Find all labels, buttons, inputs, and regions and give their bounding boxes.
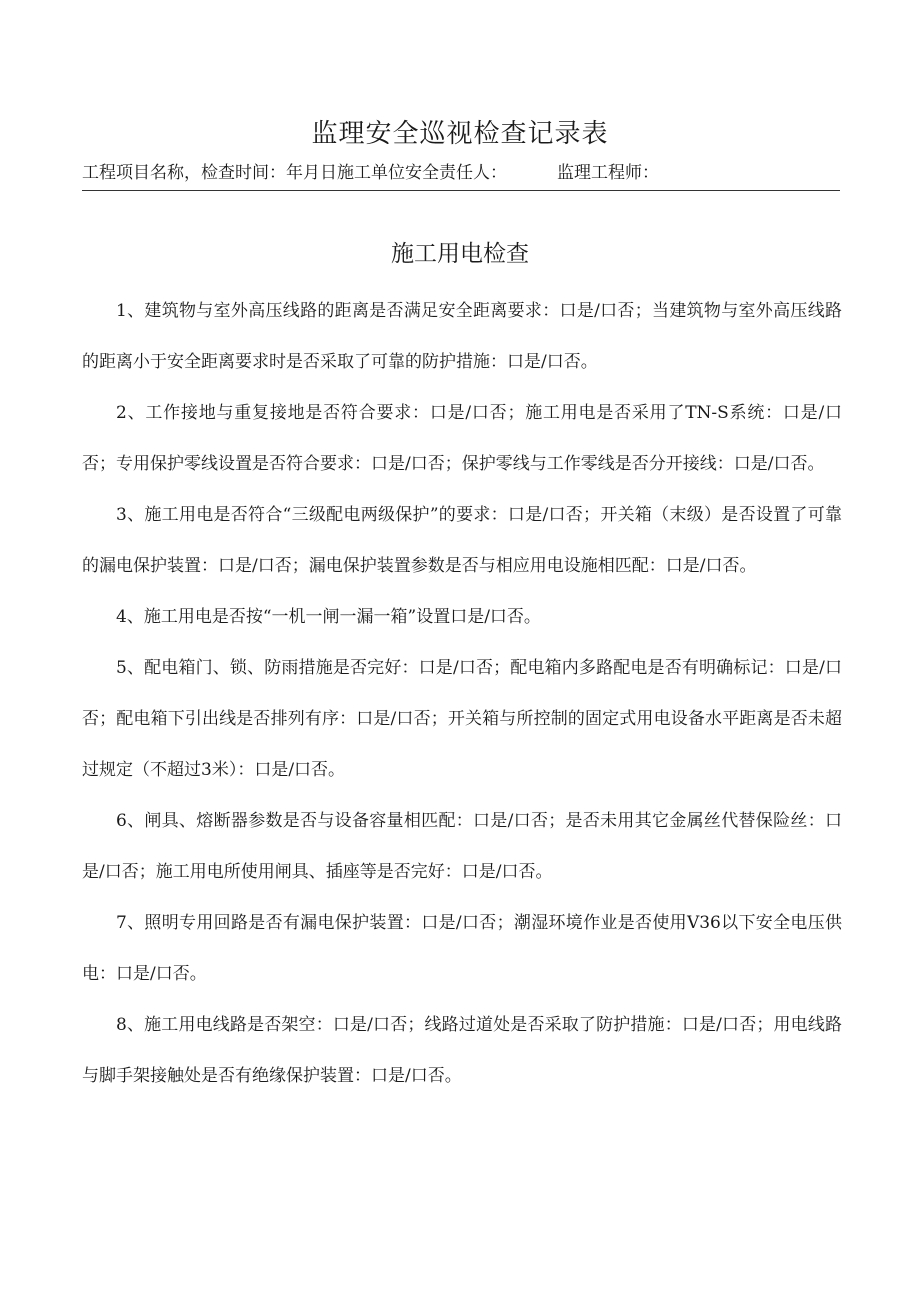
checklist-item-4: 4、施工用电是否按“一机一闸一漏一箱”设置口是/口否。: [116, 607, 541, 627]
checklist: [82, 286, 842, 1102]
checklist-item-1: 1、建筑物与室外高压线路的距离是否满足安全距离要求：口是/口否；当建筑物与室外高压线路的距离小于安全距离要求时是否采取了可靠的防护措施：口是/口否。: [82, 301, 842, 372]
checklist-item-7: 7、照明专用回路是否有漏电保护装置：口是/口否；潮湿环境作业是否使用V36以下安全电压供电：口是/口否。: [82, 913, 842, 984]
document-title: 监理安全巡视检查记录表: [311, 119, 609, 149]
checklist-item-8: 8、施工用电线路是否架空：口是/口否；线路过道处是否采取了防护措施：口是/口否；用电线路与脚手架接触处是否有绝缘保护装置：口是/口否。: [82, 1015, 842, 1086]
checklist-item-6: 6、闸具、熔断器参数是否与设备容量相匹配：口是/口否；是否未用其它金属丝代替保险丝：口是/口否；施工用电所使用闸具、插座等是否完好：口是/口否。: [82, 811, 842, 882]
checklist-item-5: 5、配电箱门、锁、防雨措施是否完好：口是/口否；配电箱内多路配电是否有明确标记：口是/口否；配电箱下引出线是否排列有序：口是/口否；开关箱与所控制的固定式用电设备水平距离是否未超过规定（不超过3米）：口是/口否。: [82, 658, 842, 780]
header-info-line: [82, 158, 840, 191]
header-supervisor-label: 监理工程师：: [557, 163, 659, 183]
checklist-item-3: 3、施工用电是否符合“三级配电两级保护”的要求：口是/口否；开关箱（末级）是否设置了可靠的漏电保护装置：口是/口否；漏电保护装置参数是否与相应用电设施相匹配：口是/口否。: [82, 505, 842, 576]
header-project-info: 工程项目名称，检查时间：年月日施工单位安全责任人：: [82, 163, 507, 183]
checklist-item-2: 2、工作接地与重复接地是否符合要求：口是/口否；施工用电是否采用了TN-S系统：口是/口否；专用保护零线设置是否符合要求：口是/口否；保护零线与工作零线是否分开接线：口是/口否。: [82, 403, 842, 474]
section-title: 施工用电检查: [391, 241, 529, 267]
